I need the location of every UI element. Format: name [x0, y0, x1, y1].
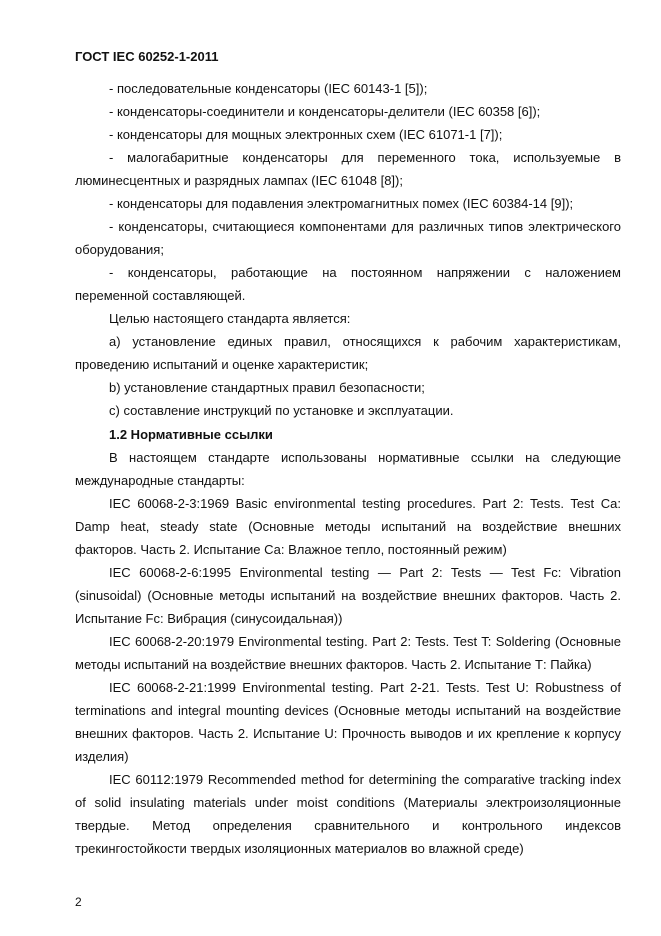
purpose-intro: Целью настоящего стандарта является: — [109, 311, 351, 326]
list-item: - последовательные конденсаторы (IEC 60143-1 [5]); — [109, 81, 428, 96]
list-item: - конденсаторы-соединители и конденсаторы-делители (IEC 60358 [6]); — [109, 104, 541, 119]
purpose-item: a) установление единых правил, относящихся к рабочим характеристикам, проведению испытаний и оценке характеристик; — [75, 334, 621, 372]
list-item: - конденсаторы, считающиеся компонентами для различных типов электрического оборудования; — [75, 219, 621, 257]
reference-item: IEC 60068-2-21:1999 Environmental testing. Part 2-21. Tests. Test U: Robustness of terminations and integral mounting devices (Основные методы испытаний на воздействие внешних факторов. Часть 2. Испытание U: Прочность выводов и их крепление к корпусу изделия) — [75, 680, 621, 764]
reference-item: IEC 60112:1979 Recommended method for determining the comparative tracking index of solid insulating materials under moist conditions (Материалы электроизоляционные твердые. Метод определения сравнительного и контрольного индексов трекингостойкости твердых изоляционных материалов во влажной среде) — [75, 772, 621, 856]
list-item: - конденсаторы для подавления электромагнитных помех (IEC 60384-14 [9]); — [109, 196, 574, 211]
reference-item: IEC 60068-2-20:1979 Environmental testing. Part 2: Tests. Test T: Soldering (Основные методы испытаний на воздействие внешних факторов. Часть 2. Испытание Т: Пайка) — [75, 634, 621, 672]
reference-item: IEC 60068-2-3:1969 Basic environmental testing procedures. Part 2: Tests. Test Ca: Damp heat, steady state (Основные методы испытаний на воздействие внешних факторов. Часть 2. Испытание Са: Влажное тепло, постоянный режим) — [75, 496, 621, 557]
section-title: 1.2 Нормативные ссылки — [109, 427, 273, 442]
page-number: 2 — [75, 895, 82, 909]
list-item: - малогабаритные конденсаторы для переменного тока, используемые в люминесцентных и разрядных лампах (IEC 61048 [8]); — [75, 150, 621, 188]
document-header: ГОСТ IEC 60252-1-2011 — [75, 49, 219, 64]
list-item: - конденсаторы для мощных электронных схем (IEC 61071-1 [7]); — [109, 127, 503, 142]
purpose-item: c) составление инструкций по установке и эксплуатации. — [109, 403, 454, 418]
purpose-item: b) установление стандартных правил безопасности; — [109, 380, 425, 395]
document-body — [75, 77, 621, 860]
list-item: - конденсаторы, работающие на постоянном напряжении с наложением переменной составляющей. — [75, 265, 621, 303]
references-intro: В настоящем стандарте использованы нормативные ссылки на следующие международные стандарты: — [75, 450, 621, 488]
reference-item: IEC 60068-2-6:1995 Environmental testing — Part 2: Tests — Test Fc: Vibration (sinusoidal) (Основные методы испытаний на воздействие внешних факторов. Часть 2. Испытание Fc: Вибрация (синусоидальная)) — [75, 565, 621, 626]
